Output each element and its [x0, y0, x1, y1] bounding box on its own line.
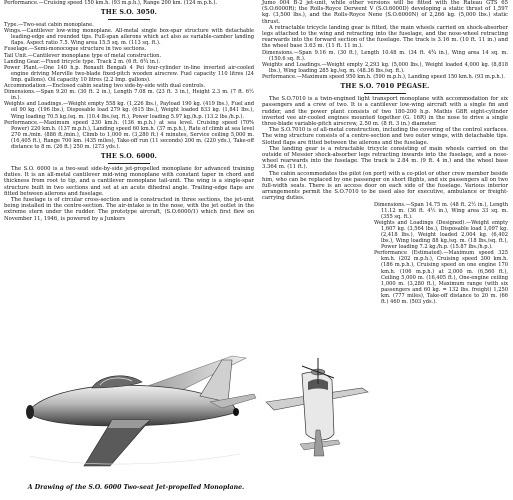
so3050-heading: THE S.O. 3050. — [100, 9, 158, 17]
so7010-drawing — [262, 344, 372, 464]
so6000-heading: THE S.O. 6000. — [100, 153, 158, 161]
so7010-performance: Performance (Estimated).—Maximum speed 325 km.h. (202 m.p.h.), Cruising speed 300 km.h. (186 m.p.h.), Cruising speed on one engine 170 km.h. (106 m.p.h.) at 2,000 m. (6,560 ft.), Ceiling 5,000 m. (16,405 ft.), One-engine ceiling 1,000 m. (3,280 ft.), Maximum range (with six passengers and 60 kg. = 132 lbs. freight) 1,250 km. (777 miles), Take-off distance to 20 m. (66 ft.) 460 m. (503 yds.). — [374, 250, 508, 306]
so3050-dimensions: Dimensions.—Span 9.20 m. (30 ft. 2 in.), Length 7.08 m. (23 ft. 3 in.), Height 2.3 m. (7 ft. 6½ in.). — [4, 89, 254, 102]
transport-monoplane-illustration — [262, 344, 372, 464]
so7010-specs — [374, 202, 508, 306]
so3050-performance: Performance.—Maximum speed 230 km.h. (136 m.p.h.) at sea level. Cruising speed (70% Power) 220 km.h. (137 m.p.h.), Landing speed 60 km.h. (37 m.p.h.), Rate of climb at sea level 270 m./min. (886 ft./min.), Climb to 1,000 m. (3,280 ft.) 4 minutes, Service ceiling 5,000 m. (16,405 ft.), Range 700 km. (435 miles), Take-off run (11 seconds) 200 m. (220 yds.), Take-off distance to 8 m. (26 ft.) 250 m. (273 yds.). — [4, 119, 254, 150]
figure-caption: A Drawing of the S.O. 6000 Two-seat Jet-propelled Monoplane. — [27, 484, 245, 491]
so7010-paragraph-2: The S.O.7010 is of all-metal construction, including the covering of the control surfaces. The wing structure consists of a centre-section and two outer wings, with detachable tips. Slotted flaps are fitted between the ailerons and the fuselage. — [262, 127, 508, 146]
so7010-paragraph-4: The cabin accommodates the pilot (on port) with a co-pilot or other crew member beside him, who can be replaced by one passenger on short flights, and six passengers all on two full-width seats. There is an access door on each side of the fuselage. Various interior arrangements permit the S.O.7010 to be used also for executive, ambulance or freight-carrying duties. — [262, 170, 509, 202]
heading-rule — [108, 163, 150, 164]
so6000-dimensions: Dimensions.—Span 9.16 m. (30 ft.), Length 10.48 m. (34 ft. 4¾ in.), Wing area 14 sq. m. (150.6 sq. ft.). — [262, 49, 508, 62]
jet-monoplane-illustration — [0, 316, 262, 482]
so3050-power: Power Plant.—One 140 h.p. Renault Bengali 4 Pei four-cylinder in-line inverted air-cooled engine driving Merville two-blade fixed-pitch wooden airscrew. Fuel capacity 110 litres (24 Imp. gallons). Oil capacity 10 litres (2.2 Imp. gallons). — [4, 64, 254, 83]
so6000-landing-gear-paragraph: A retractable tricycle landing gear is fitted, the main wheels carried on shock-absorber legs attached to the wing and retracting into the fuselage, and the nose-wheel retracting rearwards into the forward section of the fuselage. The track is 3.16 m. (10 ft. 11 in.) and the wheel base 3.63 m. (11 ft. 11 in.). — [262, 24, 508, 50]
so3050-gear: Landing Gear.—Fixed tricycle type. Track 2 m. (6 ft. 6¾ in.). — [4, 58, 161, 65]
so6000-weights: Weights and Loadings.—Weight empty 2,293 kg. (5,000 lbs.), Weight loaded 4,000 kg. (8,818 lbs.), Wing loading 285 kg./sq. m. (48.36 lbs./sq. ft.). — [262, 61, 508, 74]
so3050-type: Type.—Two-seat cabin monoplane. — [4, 22, 94, 29]
so3050-tail: Tail Unit.—Cantilever monoplane type of metal construction. — [4, 52, 162, 59]
so7010-paragraph-1: The S.O.7010 is a twin-engined light transport monoplane with accommodation for six passengers and a crew of two. It is a cantilever low-wing aircraft with a single fin and rudder, and the power plant consists of two 180-200 h.p. Mathis G8R eight-cylinder inverted vee air-cooled engines mounted together (G. 16R) in the nose to drive a single three-blade variable-pitch airscrew, 2.50 m. (8 ft. 3 in.) diameter. — [262, 96, 508, 127]
so3050-wings: Wings.—Cantilever low-wing monoplane. All-metal single box-spar structure with detachable leading-edge and rounded tips. Full-span ailerons which act also as variable-camber landing flaps. Aspect ratio 7.5. Wing area 15.5 sq. m. (113 sq. ft.). — [4, 28, 254, 47]
right-column — [262, 0, 508, 305]
heading-rule — [364, 93, 406, 94]
so3050-fuselage: Fuselage.—Semi-monocoque structure in two sections. — [4, 46, 147, 53]
so6000-paragraph-1: The S.O. 6000 is a two-seat side-by-side jet-propelled monoplane for advanced training duties. It is an all-metal cantilever mid-wing monoplane with constant taper in chord and thickness from root to tip, and a cantilever monoplane tail-unit. The wing is a single-spar structure built in two sections and set at an acute dihedral angle. Trailing-edge flaps are fitted between ailerons and fuselage. — [4, 166, 254, 197]
prior-performance-line: Performance.—Cruising speed 150 km.h. (93 m.p.h.), Range 200 km. (124 m.p.h.). — [4, 0, 217, 6]
so3050-weights: Weights and Loadings.—Weight empty 558 kg. (1,226 lbs.), Payload 190 kg. (419 lbs.), Fuel and oil 90 kg. (196 lbs.), Disposable load 279 kg. (615 lbs.), Weight loaded 833 kg. (1,841 lbs.), Wing loading 70.5 kg./sq. m. (10.4 lbs./sq. ft.), Power loading 5.97 kg./h.p. (13.2 lbs./h.p.). — [4, 101, 254, 120]
so7010-paragraph-3: The landing gear is a retractable tricycle consisting of main wheels carried on the outside of Messier shock-absorber legs retracting inwards into the fuselage, and a nose-wheel rearwards into the fuselage. The track is 2.84 m. (9 ft. 4 in.) and the wheel base 3.364 m. (11 ft.). — [262, 145, 508, 171]
so7010-weights: Weights and Loadings (Designed).—Weight empty 1,607 kg. (3,564 lbs.), Disposable load 1,097 kg. (2,418 lbs.), Weight loaded 2,004 kg. (6,402 lbs.), Wing loading 88 kg./sq. m. (18 lbs./sq. ft.), Power loading 7.2 kg./h.p. (15.87 lbs./h.p.). — [374, 219, 508, 251]
so6000-performance: Performance.—Maximum speed 950 km.h. (590 m.p.h.), Landing speed 150 km.h. (93 m.p.h.). — [262, 74, 505, 80]
so6000-paragraph-2: The fuselage is of circular cross-section and is constructed in three sections, the jet-unit being installed in the centre-section. The air-intake is in the nose, with the jet outlet in the extreme stern under the rudder. The prototype aircraft, (S.O.6000/1) which first flew on November 11, 1946, is powered by a Junkers — [4, 197, 254, 222]
so3050-accommodation: Accommodation.—Enclosed cabin seating two side-by-side with dual controls. — [4, 83, 206, 90]
so7010-heading: THE S.O. 7010 PÉGASE. — [340, 83, 430, 91]
so6000-drawing — [0, 316, 262, 482]
so6000-continued-paragraph: Jumo 004 B-2 jet-unit, while other versions will be fitted with the Rateau GTS 65 (S.O.6000R); the Rolls-Royce Derwent V (S.O.6000D) developing a static thrust of 1,597 kg. (3,500 lbs.), and the Rolls-Royce Nene (S.O.6000N) of 2,266 kg. (5,000 lbs.) static thrust. — [262, 0, 508, 25]
heading-rule — [108, 19, 150, 20]
left-column — [4, 0, 254, 222]
so7010-dimensions: Dimensions.—Span 14.75 m. (48 ft. 2½ in.), Length 11.12 m. (36 ft. 4½ in.), Wing area 33 sq. m. (355 sq. ft.). — [374, 201, 508, 220]
